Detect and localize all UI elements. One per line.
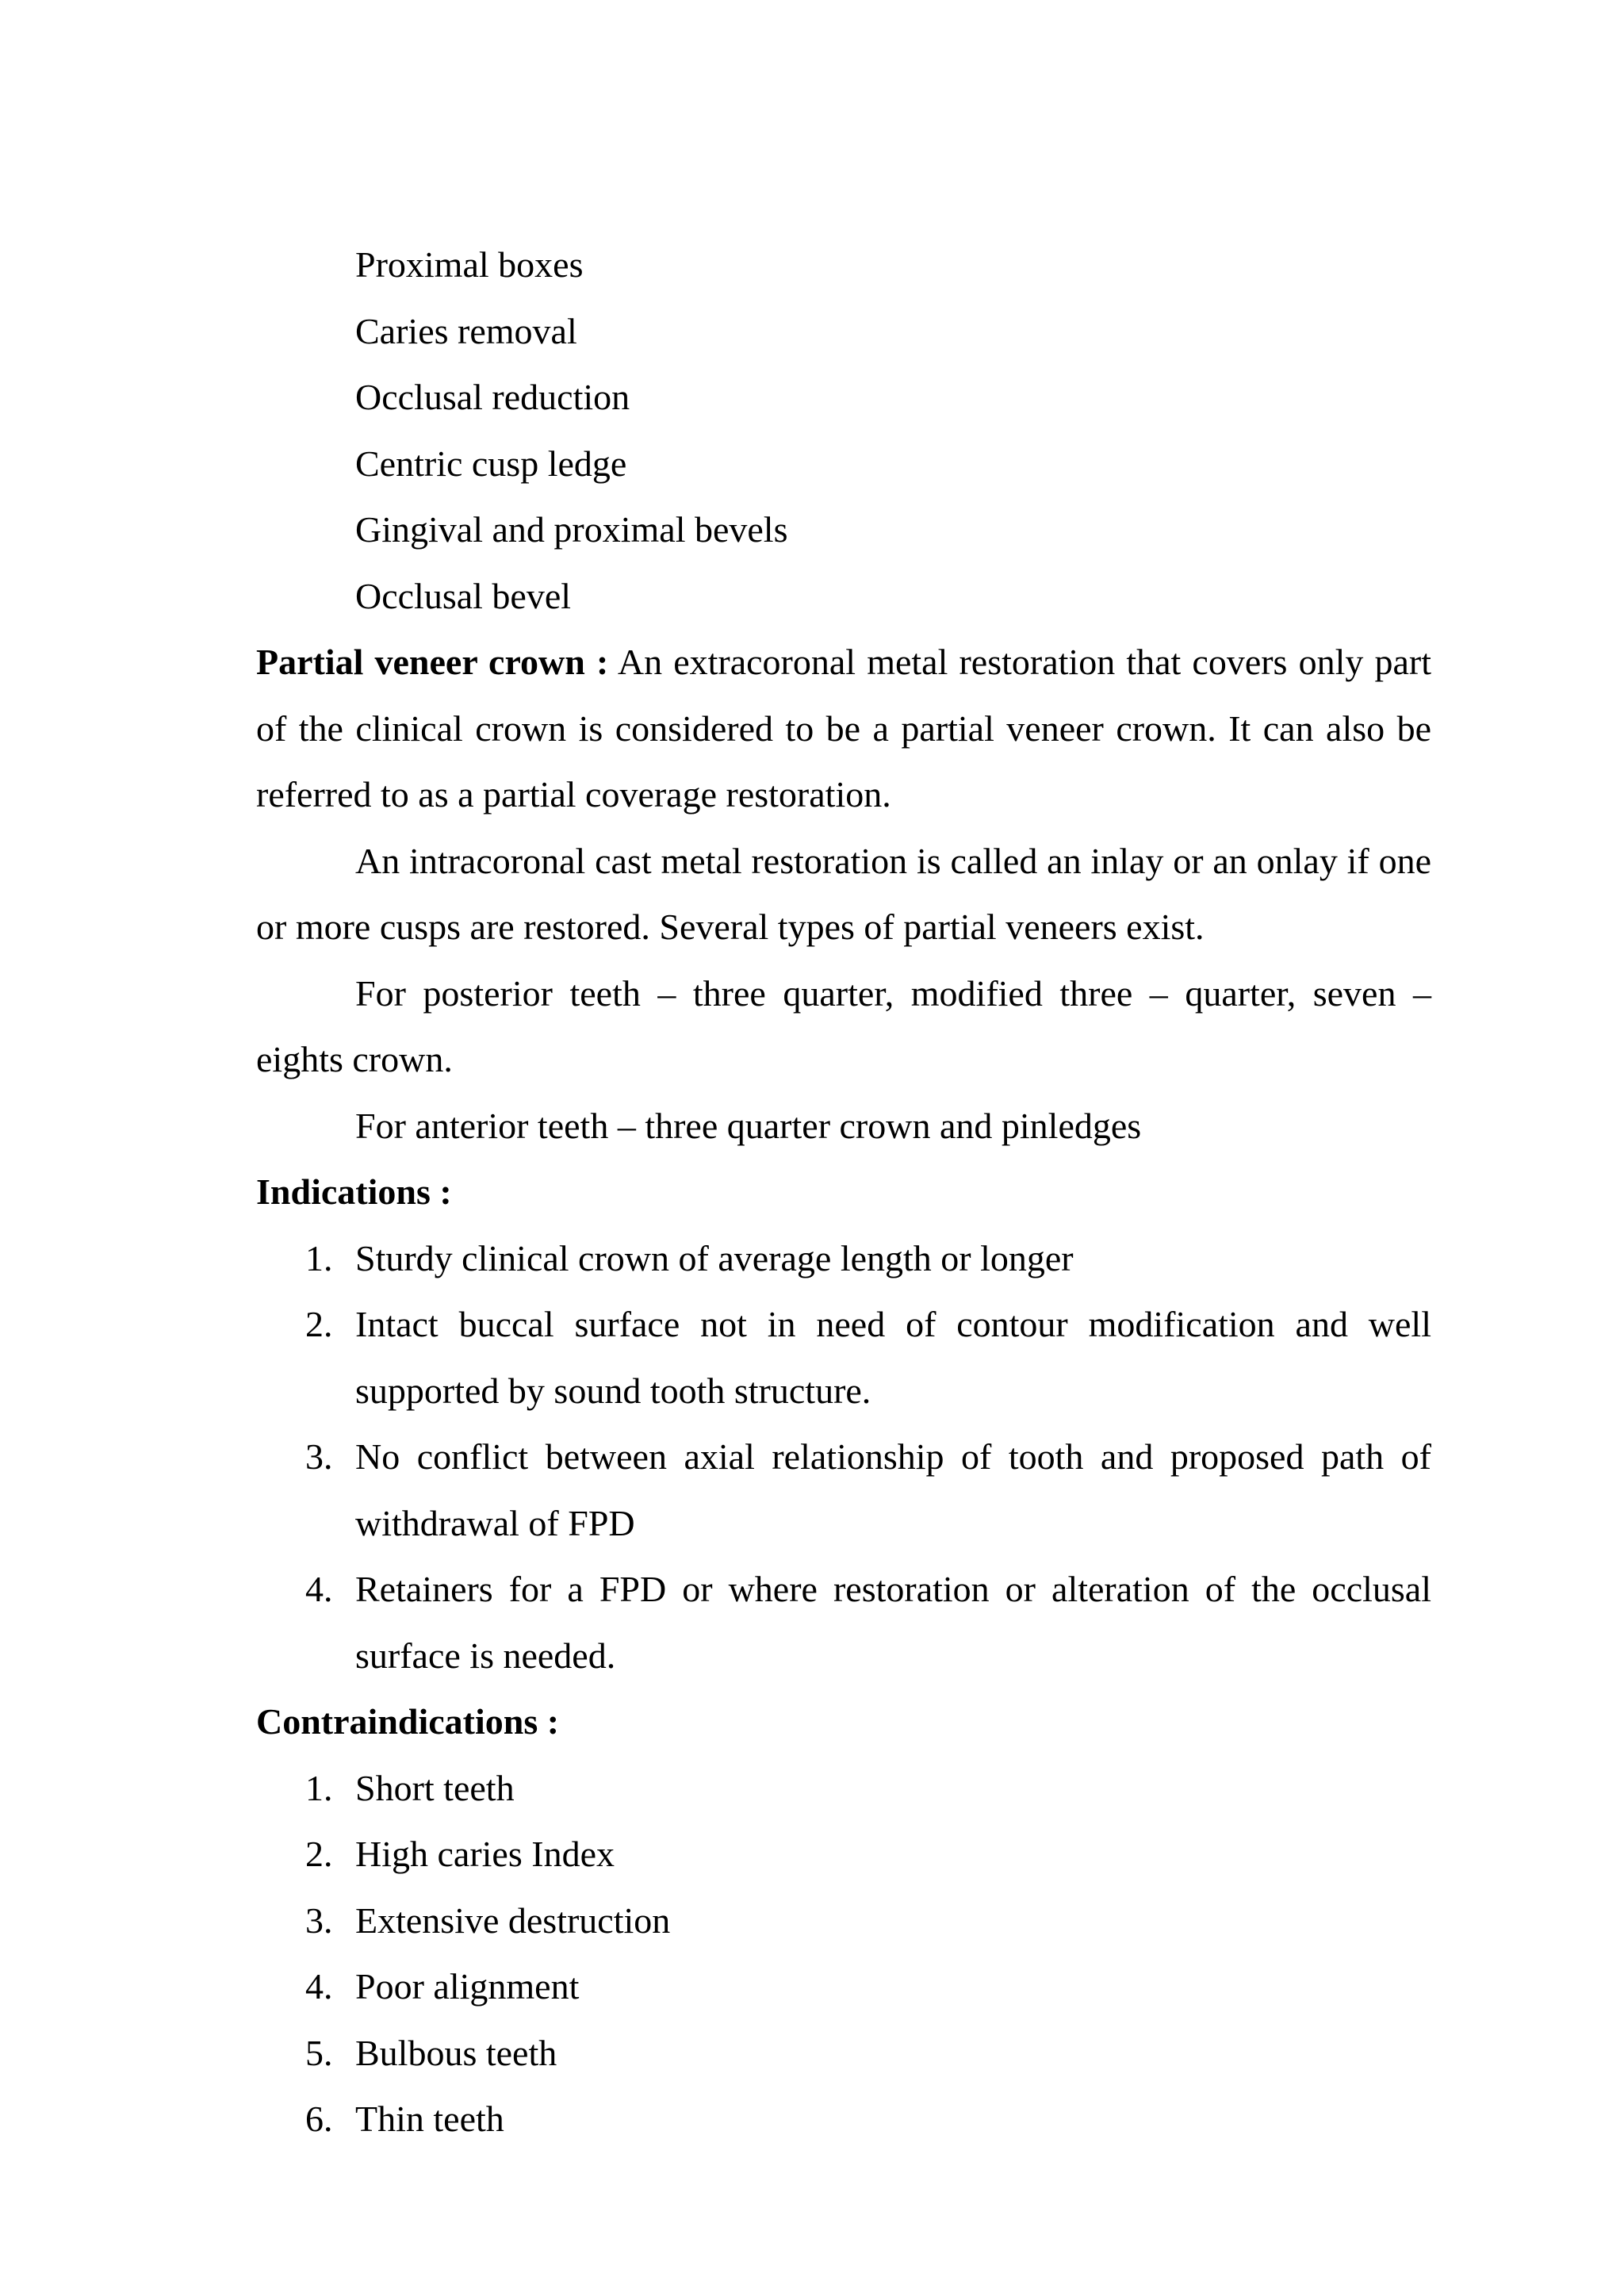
list-item-text: Thin teeth (355, 2099, 504, 2139)
list-number: 2. (305, 1304, 333, 1344)
list-number: 5. (305, 2032, 333, 2073)
page-content (256, 232, 1431, 2152)
list-item: Occlusal bevel (355, 575, 572, 616)
list-item-text: Sturdy clinical crown of average length or longer (355, 1237, 1074, 1278)
partial-veneer-term: Partial veneer crown : (256, 642, 609, 682)
list-item (256, 1291, 1431, 1424)
list-item (256, 1821, 1431, 1888)
list-item-text: Short teeth (355, 1767, 515, 1808)
list-item: Occlusal reduction (355, 377, 630, 417)
list-number: 4. (305, 1569, 333, 1609)
contraindications-list (256, 1755, 1431, 2152)
list-item: Caries removal (355, 310, 577, 351)
list-item-text: Poor alignment (355, 1966, 580, 2007)
list-item (256, 1755, 1431, 1822)
list-item (256, 1888, 1431, 1954)
indications-list (256, 1225, 1431, 1689)
list-number: 3. (305, 1899, 333, 1941)
list-item (256, 1424, 1431, 1556)
paragraph: An intracoronal cast metal restoration is called an inlay or an onlay if one or more cusps are restored. Several types of partial veneers exist. (256, 840, 1431, 947)
list-number: 3. (305, 1436, 333, 1477)
list-item-text: No conflict between axial relationship of tooth and proposed path of withdrawal of FPD (355, 1436, 1431, 1543)
list-item (256, 1953, 1431, 2020)
list-item-text: Intact buccal surface not in need of contour modification and well supported by sound tooth structure. (355, 1304, 1431, 1411)
contraindications-heading: Contraindications : (256, 1701, 560, 1742)
list-item (256, 1225, 1431, 1292)
list-number: 4. (305, 1966, 333, 2007)
list-item-text: High caries Index (355, 1834, 615, 1874)
list-item-text: Retainers for a FPD or where restoration or alteration of the occlusal surface is needed. (355, 1569, 1431, 1676)
paragraph: For anterior teeth – three quarter crown and pinledges (355, 1105, 1142, 1146)
list-item (256, 2020, 1431, 2087)
list-item (256, 1556, 1431, 1688)
preparation-steps-list (256, 232, 1431, 629)
paragraph: For posterior teeth – three quarter, modified three – quarter, seven – eights crown. (256, 972, 1431, 1079)
indications-heading: Indications : (256, 1171, 452, 1212)
list-item (256, 2086, 1431, 2152)
list-number: 2. (305, 1834, 333, 1874)
list-number: 6. (305, 2099, 333, 2139)
list-item-text: Bulbous teeth (355, 2032, 557, 2073)
list-item: Gingival and proximal bevels (355, 509, 788, 550)
list-item: Centric cusp ledge (355, 443, 627, 484)
list-number: 1. (305, 1767, 333, 1808)
list-number: 1. (305, 1237, 333, 1278)
list-item-text: Extensive destruction (355, 1899, 671, 1941)
partial-veneer-definition (256, 629, 1431, 828)
list-item: Proximal boxes (355, 244, 584, 285)
partial-veneer-text: An extracoronal metal restoration that covers only part of the clinical crown is considered to be a partial veneer crown. It can also be referred to as a partial coverage restoration. (256, 642, 1431, 815)
